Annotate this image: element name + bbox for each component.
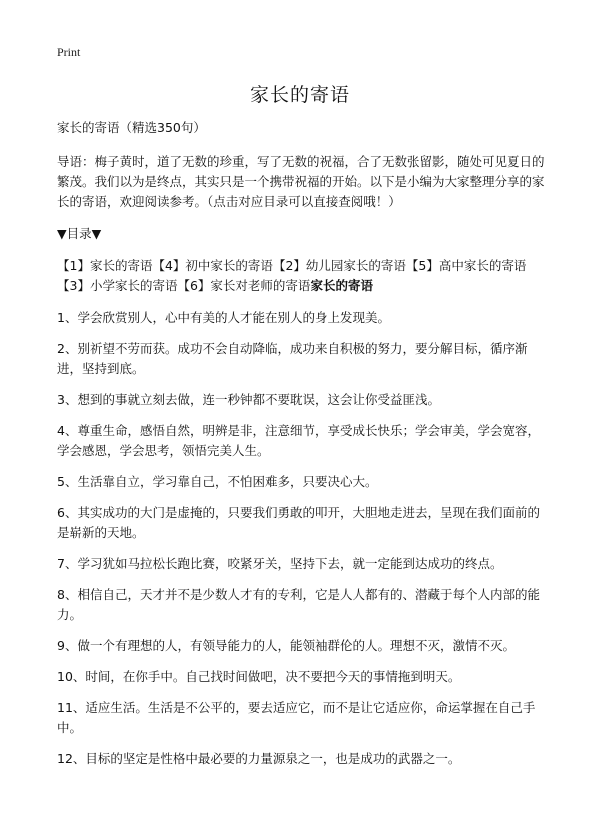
list-item: 11、适应生活。生活是不公平的，要去适应它，而不是让它适应你，命运掌握在自己手中。 (57, 700, 536, 735)
list-item: 5、生活靠自立，学习靠自己，不怕困难多，只要决心大。 (57, 474, 378, 489)
list-item: 7、学习犹如马拉松长跑比赛，咬紧牙关，坚持下去，就一定能到达成功的终点。 (57, 556, 503, 571)
article-body (57, 118, 549, 780)
toc-current-section: 家长的寄语 (310, 278, 373, 293)
list-item: 9、做一个有理想的人，有领导能力的人，能领袖群伦的人。理想不灭，激情不灭。 (57, 638, 515, 653)
print-link[interactable]: Print (57, 45, 81, 59)
toc-link-4[interactable]: 【4】初中家长的寄语 (152, 258, 273, 273)
page-title: 家长的寄语 (249, 84, 350, 106)
list-item: 4、尊重生命，感悟自然，明辨是非，注意细节，享受成长快乐；学会审美，学会宽容，学会感恩，学会思考，领悟完美人生。 (57, 423, 540, 458)
list-item: 1、学会欣赏别人，心中有美的人才能在别人的身上发现美。 (57, 310, 390, 325)
list-item: 10、时间，在你手中。自己找时间做吧，决不要把今天的事情拖到明天。 (57, 669, 461, 684)
toc-link-2[interactable]: 【2】幼儿园家长的寄语 (272, 258, 406, 273)
list-item: 2、别祈望不劳而获。成功不会自动降临，成功来自积极的努力，要分解目标，循序渐进，坚持到底。 (57, 341, 528, 376)
sayings-list (57, 308, 549, 769)
toc-link-1[interactable]: 【1】家长的寄语 (57, 258, 153, 273)
list-item: 12、目标的坚定是性格中最必要的力量源泉之一，也是成功的武器之一。 (57, 751, 461, 766)
list-item: 6、其实成功的大门是虚掩的，只要我们勇敢的叩开，大胆地走进去，呈现在我们面前的是崭新的天地。 (57, 505, 540, 540)
toc-link-5[interactable]: 【5】高中家长的寄语 (405, 258, 527, 273)
toc-link-3[interactable]: 【3】小学家长的寄语 (57, 278, 178, 293)
subtitle: 家长的寄语（精选350句） (57, 120, 206, 135)
toc-link-6[interactable]: 【6】家长对老师的寄语 (177, 278, 311, 293)
table-of-contents (57, 256, 549, 296)
list-item: 3、想到的事就立刻去做，连一秒钟都不要耽误，这会让你受益匪浅。 (57, 392, 440, 407)
intro-paragraph: 导语：梅子黄时，道了无数的珍重，写了无数的祝福，合了无数张留影，随处可见夏日的繁茂。我们以为是终点，其实只是一个携带祝福的开始。以下是小编为大家整理分享的家长的寄语，欢迎阅读参考。（点击对应目录可以直接查阅哦！） (57, 154, 545, 209)
list-item: 8、相信自己，天才并不是少数人才有的专利，它是人人都有的、潜藏于每个人内部的能力。 (57, 587, 540, 622)
toc-heading: ▼目录▼ (57, 226, 102, 241)
